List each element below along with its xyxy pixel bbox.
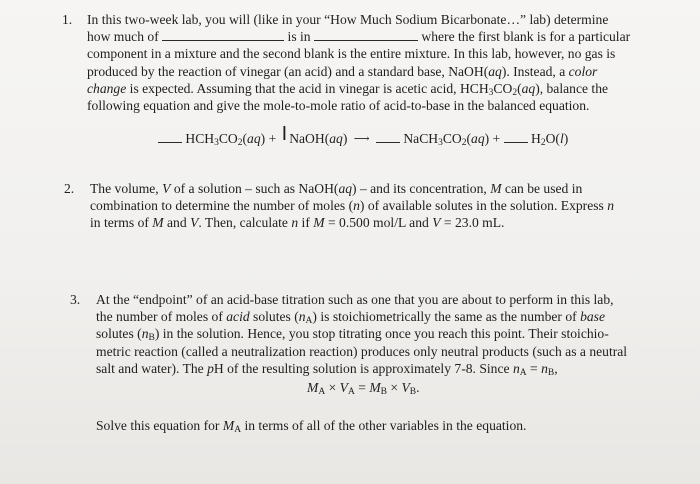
question-3-text bbox=[96, 291, 685, 377]
reactant-acetic-acid: $HCH_3CO_2(aq)$ bbox=[185, 131, 266, 148]
q3-instruction: Solve this equation for $M_A$ in terms of all of the other variables in the equation. bbox=[96, 418, 527, 435]
question-1 bbox=[62, 11, 682, 114]
question-number: 1. bbox=[62, 12, 73, 27]
coefficient-blank-1[interactable] bbox=[158, 130, 182, 143]
question-2-text bbox=[90, 180, 684, 232]
question-1-text bbox=[87, 11, 682, 114]
coefficient-blank-4[interactable] bbox=[504, 130, 528, 143]
q1-line-2: how much of is in where the first blank is for a particular bbox=[87, 29, 631, 45]
question-number: 2. bbox=[64, 181, 75, 196]
question-number: 3. bbox=[70, 292, 81, 307]
q2-line-1: The volume, V of a solution – such as NaOH(aq) – and its concentration, M can be used in bbox=[90, 181, 583, 196]
component-blank[interactable] bbox=[162, 28, 284, 41]
reactant-naoh: NaOH(aq) bbox=[289, 131, 348, 146]
q1-line-6: following equation and give the mole-to-mole ratio of acid-to-base in the balanced equation. bbox=[87, 98, 590, 114]
reaction-arrow-icon: ⟶ bbox=[353, 133, 370, 145]
question-3 bbox=[70, 291, 685, 377]
q3-line-3: solutes $(n_B)$ in the solution. Hence, you stop titrating once you reach this point. Their stoichio- bbox=[96, 326, 609, 344]
q1-line-1: In this two-week lab, you will (like in your “How Much Sodium Bicarbonate…” lab) determine bbox=[87, 12, 609, 27]
titration-equation: $M_A \times V_A = M_B \times V_B$. bbox=[307, 380, 420, 397]
q3-line-1: At the “endpoint” of an acid-base titration such as one that you are about to perform in this lab, bbox=[96, 292, 614, 307]
handwritten-coefficient: I bbox=[281, 123, 288, 145]
q3-line-2: the number of moles of acid solutes $(n_A)$ is stoichiometrically the same as the number of base bbox=[96, 309, 605, 327]
product-sodium-acetate: $NaCH_3CO_2(aq)$ bbox=[403, 131, 490, 148]
coefficient-blank-3[interactable] bbox=[376, 130, 400, 143]
balance-equation: $HCH_3CO_2(aq) + I$ NaOH(aq) ⟶ $NaCH_3CO_2(aq) + H_2O(l)$ bbox=[158, 126, 568, 149]
product-water: $H_2O(l)$ bbox=[531, 131, 569, 148]
question-2 bbox=[64, 180, 684, 232]
q1-line-4: produced by the reaction of vinegar (an acid) and a standard base, NaOH(aq). Instead, a color bbox=[87, 63, 598, 79]
q3-line-4: metric reaction (called a neutralization reaction) produces only neutral products (such as a neutral bbox=[96, 343, 628, 359]
q3-line-5: salt and water). The pH of the resulting solution is approximately 7-8. Since $n_A = n_B$, bbox=[96, 360, 558, 378]
q1-line-5: change is expected. Assuming that the acid in vinegar is acetic acid, $HCH_3CO_2(aq)$, balance the bbox=[87, 80, 609, 98]
q1-line-3: component in a mixture and the second blank is the entire mixture. In this lab, however, no gas is bbox=[87, 46, 616, 62]
q2-line-2: combination to determine the number of moles (n) of available solutes in the solution. Express n bbox=[90, 198, 615, 214]
mixture-blank[interactable] bbox=[314, 28, 418, 41]
q2-line-3: in terms of M and V. Then, calculate n if M = 0.500 mol/L and V = 23.0 mL. bbox=[90, 215, 505, 231]
